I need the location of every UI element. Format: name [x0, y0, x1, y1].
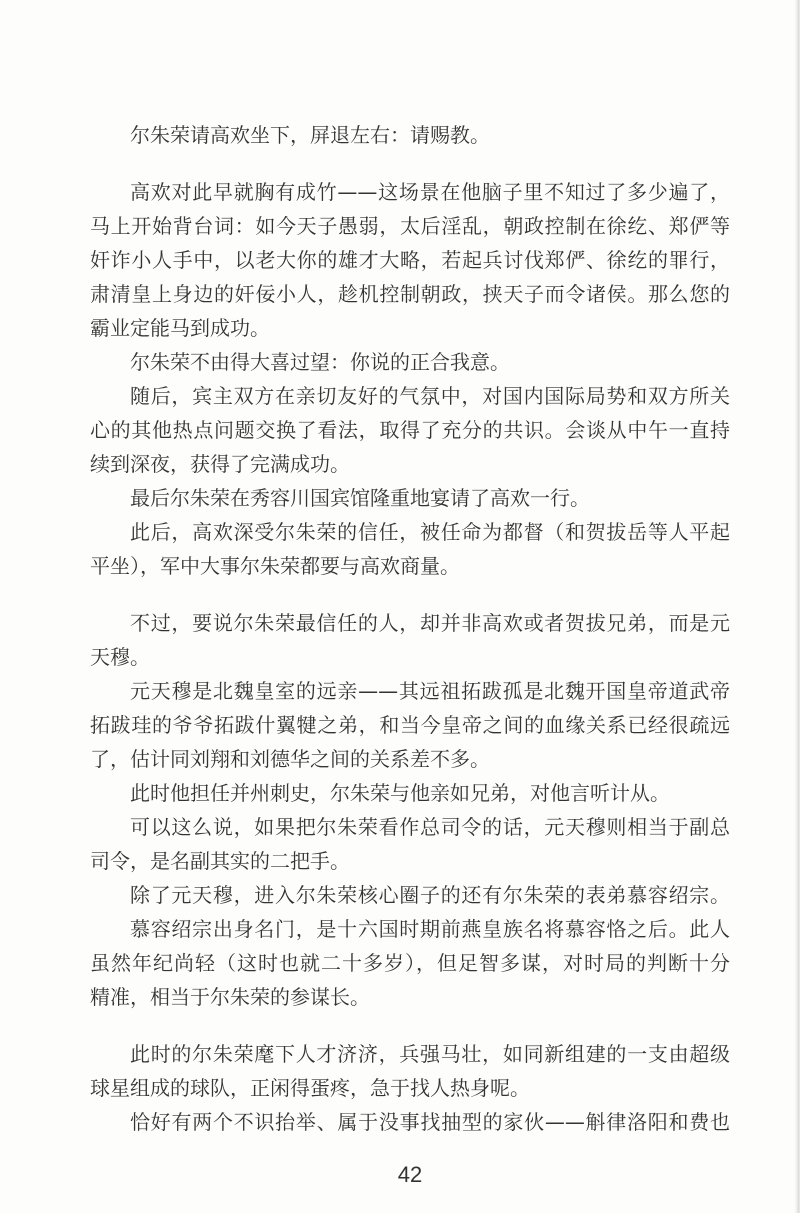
- text-line: 恰好有两个不识抬举、属于没事找抽型的家伙——斛律洛阳和费也: [130, 1110, 730, 1134]
- text-line: 此时的尔朱荣麾下人才济济，兵强马壮，如同新组建的一支由超级: [130, 1042, 730, 1066]
- text-line: 慕容绍宗出身名门，是十六国时期前燕皇族名将慕容恪之后。此人: [130, 917, 730, 941]
- page-number: 42: [397, 1162, 423, 1187]
- text-line: 球星组成的球队，正闲得蛋疼，急于找人热身呢。: [90, 1076, 530, 1100]
- body-paragraph: [90, 674, 730, 776]
- body-paragraph: [90, 776, 730, 810]
- body-paragraph: [90, 1037, 730, 1105]
- text-line: 元天穆是北魏皇室的远亲——其远祖拓跋孤是北魏开国皇帝道武帝: [130, 679, 730, 703]
- body-paragraph: [90, 175, 730, 345]
- text-line: 司令，是名副其实的二把手。: [90, 849, 350, 873]
- text-line: 随后，宾主双方在亲切友好的气氛中，对国内国际局势和双方所关: [130, 384, 730, 408]
- body-paragraph: [90, 515, 730, 583]
- text-line: 天穆。: [90, 645, 150, 669]
- text-line: 奸诈小人手中，以老大你的雄才大略，若起兵讨伐郑俨、徐纥的罪行，: [90, 248, 730, 272]
- body-paragraph: [90, 118, 730, 152]
- body-paragraph: [90, 345, 730, 379]
- text-line: 虽然年纪尚轻（这时也就二十多岁），但足智多谋，对时局的判断十分: [90, 951, 730, 975]
- text-line: 最后尔朱荣在秀容川国宾馆隆重地宴请了高欢一行。: [130, 486, 590, 510]
- text-line: 高欢对此早就胸有成竹——这场景在他脑子里不知过了多少遍了，: [130, 180, 730, 204]
- text-line: 可以这么说，如果把尔朱荣看作总司令的话，元天穆则相当于副总: [130, 815, 730, 839]
- text-line: 尔朱荣请高欢坐下，屏退左右：请赐教。: [130, 123, 490, 147]
- body-paragraph: [90, 379, 730, 481]
- text-line: 了，估计同刘翔和刘德华之间的关系差不多。: [90, 747, 490, 771]
- text-line: 除了元天穆，进入尔朱荣核心圈子的还有尔朱荣的表弟慕容绍宗。: [130, 883, 730, 907]
- text-line: 此后，高欢深受尔朱荣的信任，被任命为都督（和贺拔岳等人平起: [130, 520, 730, 544]
- text-line: 拓跋珪的爷爷拓跋什翼犍之弟，和当今皇帝之间的血缘关系已经很疏远: [90, 713, 730, 737]
- text-line: 不过，要说尔朱荣最信任的人，却并非高欢或者贺拔兄弟，而是元: [130, 611, 730, 635]
- page-text: [90, 118, 730, 1139]
- text-line: 平坐），军中大事尔朱荣都要与高欢商量。: [90, 554, 460, 578]
- text-line: 此时他担任并州刺史，尔朱荣与他亲如兄弟，对他言听计从。: [130, 781, 670, 805]
- text-line: 肃清皇上身边的奸佞小人，趁机控制朝政，挟天子而令诸侯。那么您的: [90, 282, 730, 306]
- body-paragraph: [90, 878, 730, 912]
- body-paragraph: [90, 1105, 730, 1139]
- body-paragraph: [90, 481, 730, 515]
- text-line: 马上开始背台词：如今天子愚弱，太后淫乱，朝政控制在徐纥、郑俨等: [90, 214, 730, 238]
- text-line: 续到深夜，获得了完满成功。: [90, 452, 350, 476]
- scan-edge-shadow: [794, 0, 800, 1213]
- text-line: 尔朱荣不由得大喜过望：你说的正合我意。: [130, 350, 510, 374]
- body-paragraph: [90, 912, 730, 1014]
- text-line: 霸业定能马到成功。: [90, 316, 270, 340]
- text-line: 心的其他热点问题交换了看法，取得了充分的共识。会谈从中午一直持: [90, 418, 730, 442]
- text-line: 精准，相当于尔朱荣的参谋长。: [90, 985, 370, 1009]
- body-paragraph: [90, 606, 730, 674]
- body-paragraph: [90, 810, 730, 878]
